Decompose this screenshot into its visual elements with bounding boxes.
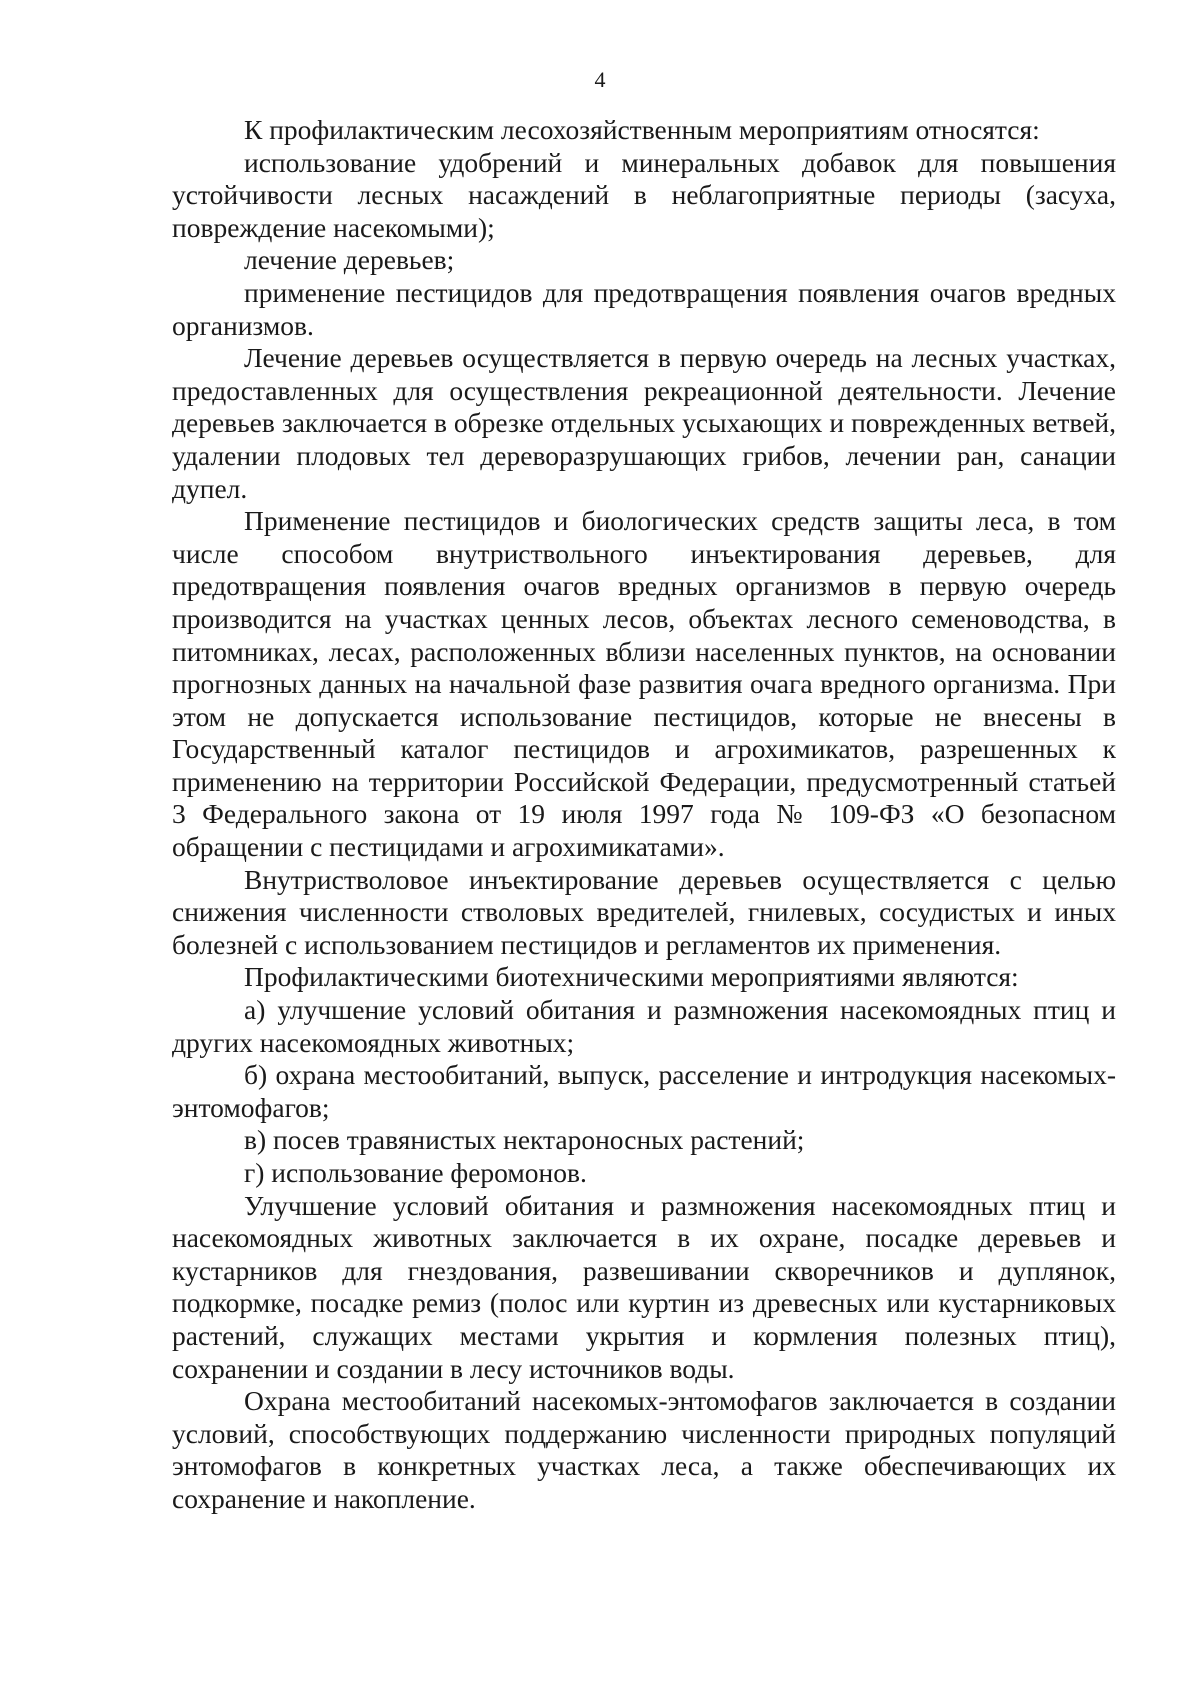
paragraph-2: использование удобрений и минеральных добавок для повышения устойчивости лесных насаждений в неблагоприятные периоды (засуха, повреждение насекомыми); [172,146,1116,243]
list-item-g: г) использование феромонов. [244,1157,587,1188]
page-number: 4 [594,67,606,92]
paragraph-5: Лечение деревьев осуществляется в первую очередь на лесных участках, предоставленных для осуществления рекреационной деятельности. Лечение деревьев заключается в обрезке отдельных усыхающих и поврежденных ветвей, удалении плодовых тел дереворазрушающих грибов, лечении ран, санации дупел. [172,342,1116,504]
paragraph-6: Применение пестицидов и биологических средств защиты леса, в том числе способом внутриствольного инъектирования деревьев, для предотвращения появления очагов вредных организмов в первую очередь производится на участках ценных лесов, объектах лесного семеноводства, в питомниках, лесах, расположенных вблизи населенных пунктов, на основании прогнозных данных на начальной фазе развития очага вредного организма. При этом не допускается использование пестицидов, которые не внесены в Государственный каталог пестицидов и агрохимикатов, разрешенных к применению на территории Российской Федерации, предусмотренный статьей 3 Федерального закона от 19 июля 1997 года № 109-ФЗ «О безопасном обращении с пестицидами и агрохимикатами». [172,505,1116,863]
paragraph-7: Внутристволовое инъектирование деревьев осуществляется с целью снижения численности стволовых вредителей, гнилевых, сосудистых и иных болезней с использованием пестицидов и регламентов их применения. [172,863,1116,960]
list-item-b: б) охрана местообитаний, выпуск, расселение и интродукция насекомых-энтомофагов; [172,1059,1116,1123]
document-body [172,114,1116,1516]
paragraph-3: лечение деревьев; [244,244,455,276]
paragraph-1: К профилактическим лесохозяйственным мероприятиям относятся: [244,114,1040,145]
paragraph-8: Профилактическими биотехническими мероприятиями являются: [244,961,1019,993]
list-item-a: а) улучшение условий обитания и размножения насекомоядных птиц и других насекомоядных животных; [172,994,1116,1058]
paragraph-14: Охрана местообитаний насекомых-энтомофагов заключается в создании условий, способствующих поддержанию численности природных популяций энтомофагов в конкретных участках леса, а также обеспечивающих их сохранение и накопление. [172,1385,1116,1514]
list-item-v: в) посев травянистых нектароносных растений; [244,1124,805,1156]
paragraph-4: применение пестицидов для предотвращения появления очагов вредных организмов. [172,276,1116,341]
paragraph-13: Улучшение условий обитания и размножения насекомоядных птиц и насекомоядных животных заключается в их охране, посадке деревьев и кустарников для гнездования, развешивании скворечников и дуплянок, подкормке, посадке ремиз (полос или куртин из древесных или кустарниковых растений, служащих местами укрытия и кормления полезных птиц), сохранении и создании в лесу источников воды. [172,1189,1116,1384]
